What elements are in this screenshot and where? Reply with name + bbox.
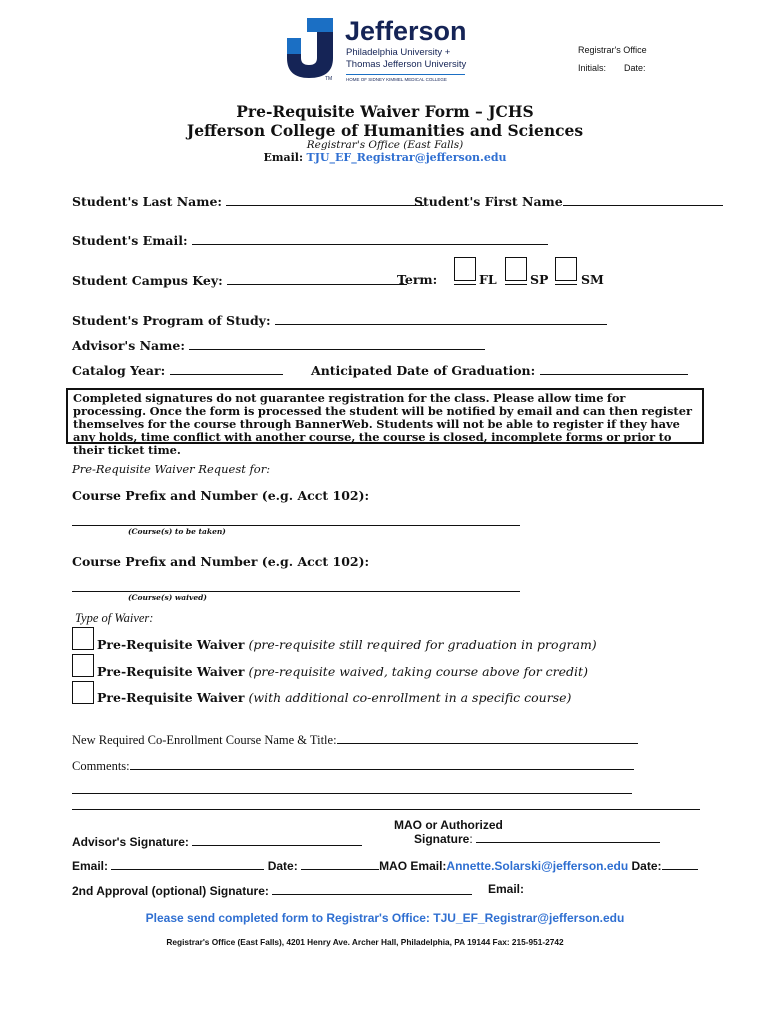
second-approval-label: 2nd Approval (optional) [72, 884, 207, 898]
course2-label: Course Prefix and Number (e.g. Acct 102): [72, 554, 370, 569]
advisor-signature-field[interactable] [72, 833, 362, 849]
tm-mark: TM [325, 76, 333, 82]
course1-caption: (Course(s) to be taken) [128, 527, 226, 536]
course1-label: Course Prefix and Number (e.g. Acct 102): [72, 488, 370, 503]
waiver-option-2 [97, 664, 588, 679]
waiver-option-3 [97, 690, 571, 705]
office-box-title: Registrar's Office [578, 45, 647, 55]
waiver-heading: Type of Waiver: [75, 611, 154, 625]
term-sm-underline [555, 284, 577, 285]
program-line[interactable] [275, 312, 607, 325]
header-email-link[interactable]: TJU_EF_Registrar@jefferson.edu [306, 151, 507, 164]
footer-address: Registrar's Office (East Falls), 4201 Henry Ave. Archer Hall, Philadelphia, PA 19144 Fax: 215-951-2742 [166, 937, 564, 947]
mao-signature-field[interactable]: Signature: [414, 830, 660, 846]
waiver-checkbox-2[interactable] [72, 654, 94, 677]
catalog-line[interactable] [170, 362, 283, 375]
email-date-row [72, 857, 698, 873]
logo-divider [346, 74, 465, 75]
term-fl-underline [454, 284, 476, 285]
term-sp-underline [505, 284, 527, 285]
mao-line1: MAO or Authorized [394, 818, 503, 832]
request-heading: Pre-Requisite Waiver Request for: [72, 462, 271, 476]
mao-signature-line[interactable] [476, 830, 660, 843]
waiver-option-1-label: Pre-Requisite Waiver [97, 637, 245, 652]
notice-box [66, 388, 704, 457]
logo-line2: Thomas Jefferson University [346, 59, 467, 70]
term-label: Term: [397, 272, 438, 287]
email-label: Student's Email: [72, 233, 188, 248]
waiver-option-2-label: Pre-Requisite Waiver [97, 664, 245, 679]
term-fl-label: FL [479, 272, 497, 287]
graduation-label: Anticipated Date of Graduation: [311, 363, 536, 378]
first-name-line[interactable] [563, 193, 723, 206]
email-field[interactable] [72, 232, 548, 248]
mao-date-label: Date: [631, 859, 662, 873]
email-line[interactable] [192, 232, 548, 245]
mao-signature-label: Signature [414, 832, 470, 846]
course1-line[interactable] [72, 525, 520, 526]
term-fl-checkbox[interactable] [454, 257, 476, 281]
logo-line1: Philadelphia University + [346, 47, 451, 58]
last-name-label: Student's Last Name: [72, 194, 223, 209]
catalog-field[interactable] [72, 362, 283, 378]
advisor-date-line[interactable] [301, 857, 379, 870]
mao-email-label: MAO Email: [379, 859, 447, 873]
first-name-field[interactable] [414, 193, 723, 209]
waiver-option-1-note: (pre-requisite still required for graduation in program) [248, 637, 597, 652]
last-name-line[interactable] [226, 193, 424, 206]
second-approval-field[interactable] [72, 882, 472, 898]
office-name: Registrar's Office (East Falls) [306, 139, 464, 151]
advisor-email-label: Email: [72, 859, 109, 873]
advisor-field[interactable] [72, 337, 485, 353]
waiver-option-1 [97, 637, 597, 652]
catalog-label: Catalog Year: [72, 363, 166, 378]
form-title: Pre-Requisite Waiver Form – JCHS [236, 102, 534, 121]
waiver-checkbox-1[interactable] [72, 627, 94, 650]
term-sm-checkbox[interactable] [555, 257, 577, 281]
waiver-option-3-label: Pre-Requisite Waiver [97, 690, 245, 705]
coenroll-label: New Required Co-Enrollment Course Name & Title: [72, 733, 337, 747]
advisor-label: Advisor's Name: [72, 338, 185, 353]
advisor-signature-label: Advisor's Signature: [72, 835, 189, 849]
campus-key-line[interactable] [227, 272, 407, 285]
first-name-label: Student's First Name [414, 194, 563, 209]
term-sm-label: SM [581, 272, 604, 287]
program-label: Student's Program of Study: [72, 313, 271, 328]
last-name-field[interactable] [72, 193, 424, 209]
office-box-initials: Initials: [578, 63, 607, 73]
term-sp-label: SP [530, 272, 549, 287]
waiver-option-2-note: (pre-requisite waived, taking course above for credit) [248, 664, 588, 679]
mao-date-line[interactable] [662, 857, 698, 870]
term-sp-checkbox[interactable] [505, 257, 527, 281]
campus-key-field[interactable] [72, 272, 407, 288]
waiver-checkbox-3[interactable] [72, 681, 94, 704]
mao-email-link[interactable]: Annette.Solarski@jefferson.edu [446, 859, 629, 873]
second-signature-line[interactable] [272, 882, 472, 895]
signature-separator [72, 809, 700, 810]
program-field[interactable] [72, 312, 607, 328]
comments-line-2[interactable] [72, 793, 632, 794]
logo-tagline: HOME OF SIDNEY KIMMEL MEDICAL COLLEGE [346, 77, 447, 82]
course2-line[interactable] [72, 591, 520, 592]
course2-caption: (Course(s) waived) [128, 593, 207, 602]
header-email-row [0, 151, 770, 164]
comments-line[interactable] [130, 757, 634, 770]
notice-text: Completed signatures do not guarantee registration for the class. Please allow time for processing. Once the form is processed the student will be notified by email and can then register themselves for the course through BannerWeb. Students will not be able to register if they have any holds, time conflict with another course, the course is closed, incomplete forms or prior to their ticket time. [73, 391, 692, 457]
header-email-label: Email: [263, 151, 304, 164]
graduation-field[interactable] [311, 362, 688, 378]
jefferson-logo-mark [283, 18, 335, 80]
campus-key-label: Student Campus Key: [72, 273, 223, 288]
footer-send: Please send completed form to Registrar's Office: TJU_EF_Registrar@jefferson.edu [145, 911, 625, 925]
advisor-signature-line[interactable] [192, 833, 362, 846]
comments-label: Comments: [72, 759, 130, 773]
waiver-option-3-note: (with additional co-enrollment in a specific course) [248, 690, 572, 705]
coenroll-line[interactable] [337, 731, 638, 744]
form-subtitle: Jefferson College of Humanities and Sciences [186, 121, 584, 140]
second-signature-label: Signature: [209, 884, 269, 898]
jefferson-logo [283, 18, 473, 88]
advisor-line[interactable] [189, 337, 485, 350]
comments-field[interactable] [72, 757, 634, 774]
office-box-date: Date: [624, 63, 646, 73]
advisor-date-label: Date: [267, 859, 298, 873]
second-email-label: Email: [488, 882, 525, 896]
graduation-line[interactable] [540, 362, 688, 375]
logo-wordmark: Jefferson [345, 16, 467, 46]
coenroll-field[interactable] [72, 731, 638, 748]
advisor-email-line[interactable] [111, 857, 264, 870]
